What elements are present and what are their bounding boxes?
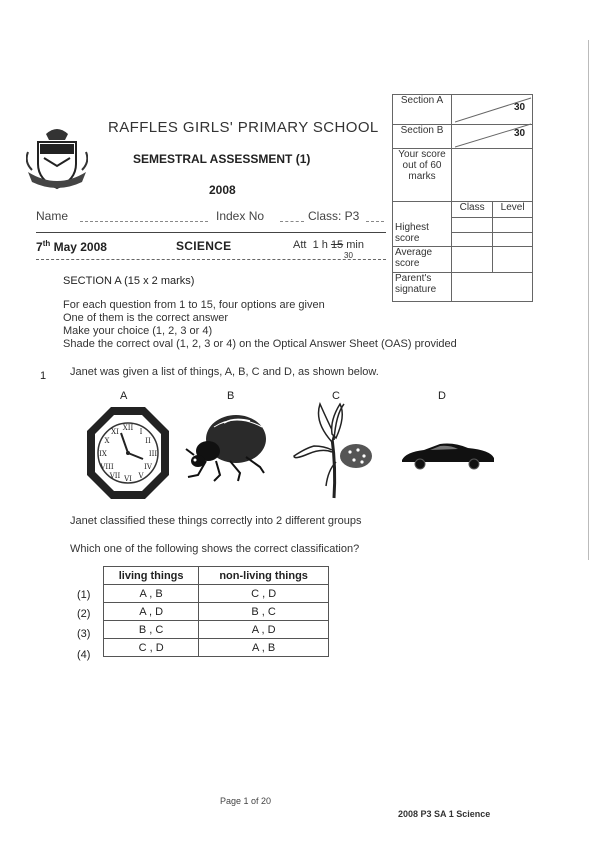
class-field[interactable] (366, 221, 384, 222)
subject-title: SCIENCE (176, 239, 232, 253)
table-cell: C , D (199, 585, 329, 603)
plant-icon (292, 402, 380, 500)
highest-score-label: Highest score (393, 202, 452, 247)
exam-date: 7th May 2008 (36, 239, 107, 254)
score-slashes (455, 96, 533, 150)
index-field[interactable] (280, 221, 304, 222)
picture-label-b: B (227, 390, 235, 402)
svg-text:VII: VII (109, 472, 121, 480)
attempt-time-correction: 30 (344, 251, 353, 260)
total-score[interactable] (452, 149, 533, 202)
header-rule-bottom (36, 259, 386, 260)
total-score-label: Your score out of 60 marks (393, 149, 452, 202)
classification-text: Janet classified these things correctly into 2 different groups (70, 515, 362, 527)
section-b-max: 30 (514, 128, 526, 139)
table-cell: B , C (199, 603, 329, 621)
section-a-label: Section A (393, 95, 452, 125)
name-label: Name (36, 209, 69, 223)
picture-label-c: C (332, 390, 340, 402)
option-number: (2) (77, 608, 91, 620)
instructions: For each question from 1 to 15, four options are given One of them is the correct answer Make your choice (1, 2, 3 or 4) Shade the correct oval (1, 2, 3 or 4) on the Optical Answer Sheet (OAS) provided (63, 299, 457, 350)
option-number: (1) (77, 589, 91, 601)
question-text: Janet was given a list of things, A, B, C and D, as shown below. (70, 366, 379, 378)
svg-text:II: II (145, 437, 151, 445)
page-number: Page 1 of 20 (220, 796, 272, 806)
option-number: (4) (77, 649, 91, 661)
beetle-icon (184, 405, 274, 485)
picture-label-a: A (120, 390, 128, 402)
section-title: SECTION A (15 x 2 marks) (63, 275, 195, 287)
svg-text:IV: IV (144, 463, 152, 471)
svg-text:VI: VI (124, 475, 132, 483)
non-living-things-header: non-living things (199, 567, 329, 585)
table-cell: C , D (104, 639, 199, 657)
option-number: (3) (77, 628, 91, 640)
svg-text:IX: IX (99, 450, 107, 458)
class-label: Class: P3 (308, 209, 360, 223)
parent-signature-label: Parent's signature (393, 273, 452, 302)
living-things-header: living things (104, 567, 199, 585)
table-cell: A , B (104, 585, 199, 603)
name-field[interactable] (80, 221, 208, 222)
svg-text:XII: XII (122, 424, 134, 432)
page-edge (588, 40, 589, 560)
attempt-time: Att 1 h 15 min (293, 239, 364, 251)
assessment-title: SEMESTRAL ASSESSMENT (1) (133, 152, 311, 166)
svg-text:XI: XI (111, 428, 119, 436)
table-cell: B , C (104, 621, 199, 639)
header-rule-top (36, 232, 386, 233)
svg-text:III: III (148, 450, 158, 458)
table-cell: A , D (199, 621, 329, 639)
index-label: Index No (216, 209, 265, 223)
picture-label-d: D (438, 390, 446, 402)
assessment-year: 2008 (209, 183, 236, 197)
svg-text:I: I (139, 428, 143, 436)
car-icon (400, 440, 496, 470)
svg-text:V: V (138, 472, 144, 480)
level-column-header: Level (493, 202, 533, 218)
section-b-label: Section B (393, 124, 452, 148)
table-cell: A , B (199, 639, 329, 657)
section-a-max: 30 (514, 102, 526, 113)
class-column-header: Class (452, 202, 493, 218)
answer-table (103, 566, 329, 657)
svg-text:X: X (104, 437, 110, 445)
which-question: Which one of the following shows the correct classification? (70, 543, 360, 555)
school-crest-icon (26, 122, 88, 194)
table-cell: A , D (104, 603, 199, 621)
clock-icon (85, 405, 171, 501)
question-number: 1 (40, 370, 47, 382)
parent-signature-field[interactable] (452, 273, 533, 302)
paper-code: 2008 P3 SA 1 Science (398, 809, 491, 819)
school-name: RAFFLES GIRLS' PRIMARY SCHOOL (108, 119, 379, 136)
svg-text:VIII: VIII (100, 463, 114, 471)
average-score-label: Average score (393, 246, 452, 273)
